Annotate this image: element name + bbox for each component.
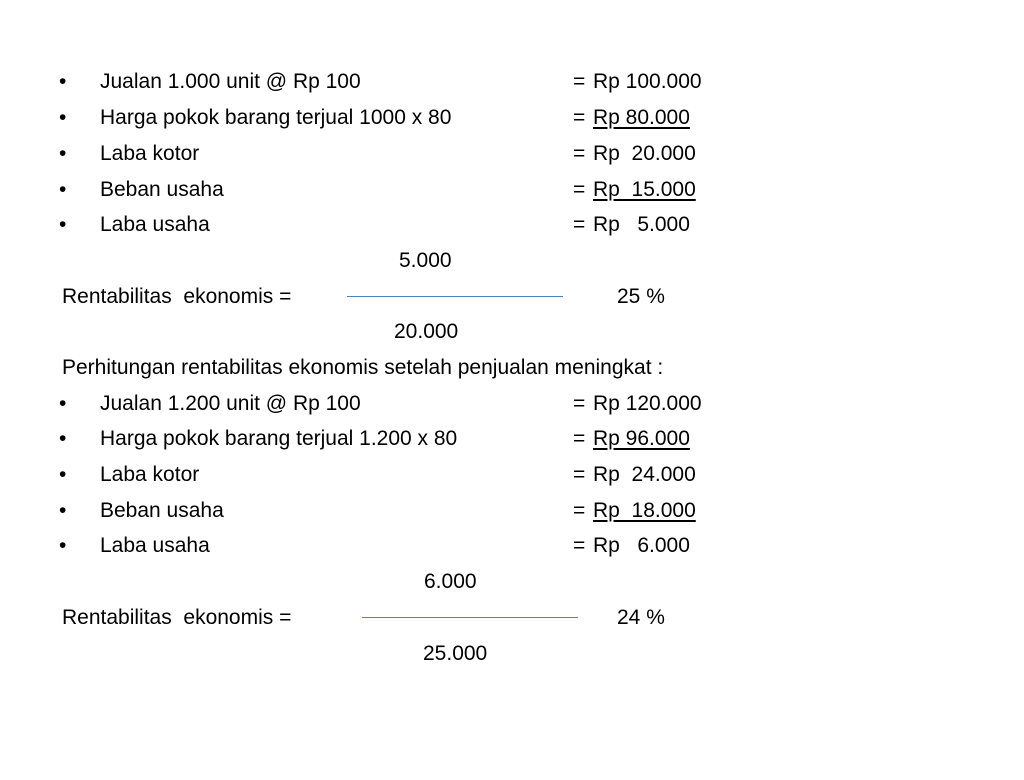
equals-sign: = <box>573 106 586 129</box>
item-label: Laba usaha <box>100 534 210 557</box>
equals-sign: = <box>573 213 586 236</box>
equals-sign: = <box>573 534 586 557</box>
equals-sign: = <box>573 499 586 522</box>
formula-numerator-row <box>0 564 1024 600</box>
formula-result: 24 % <box>617 606 665 629</box>
fraction-line <box>362 617 578 618</box>
bullet-glyph: • <box>59 142 67 165</box>
item-value: Rp 15.000 <box>593 178 696 201</box>
equals-sign: = <box>573 178 586 201</box>
list-item <box>0 528 1024 564</box>
heading-text: Perhitungan rentabilitas ekonomis setelah penjualan meningkat : <box>62 356 664 379</box>
formula-numerator: 5.000 <box>399 249 452 272</box>
section-heading <box>0 350 1024 386</box>
bullet-glyph: • <box>59 392 67 415</box>
item-label: Jualan 1.200 unit @ Rp 100 <box>100 392 361 415</box>
bullet-glyph: • <box>59 534 67 557</box>
list-item <box>0 207 1024 243</box>
formula-denominator-row <box>0 314 1024 350</box>
equals-sign: = <box>573 70 586 93</box>
formula-denominator: 20.000 <box>394 320 459 343</box>
item-label: Beban usaha <box>100 499 224 522</box>
list-item <box>0 493 1024 529</box>
formula-label: Rentabilitas ekonomis = <box>62 285 292 308</box>
bullet-glyph: • <box>59 106 67 129</box>
item-label: Jualan 1.000 unit @ Rp 100 <box>100 70 361 93</box>
list-item <box>0 136 1024 172</box>
item-label: Beban usaha <box>100 178 224 201</box>
item-value: Rp 18.000 <box>593 499 696 522</box>
item-value: Rp 6.000 <box>593 534 690 557</box>
item-label: Laba kotor <box>100 142 200 165</box>
item-value: Rp 100.000 <box>593 70 702 93</box>
equals-sign: = <box>573 463 586 486</box>
item-value: Rp 24.000 <box>593 463 696 486</box>
formula-label: Rentabilitas ekonomis = <box>62 606 292 629</box>
item-value: Rp 120.000 <box>593 392 702 415</box>
formula-row <box>0 600 1024 636</box>
formula-numerator-row <box>0 243 1024 279</box>
fraction-line <box>347 296 563 297</box>
list-item <box>0 421 1024 457</box>
list-item <box>0 64 1024 100</box>
item-label: Laba kotor <box>100 463 200 486</box>
formula-result: 25 % <box>617 285 665 308</box>
bullet-glyph: • <box>59 499 67 522</box>
bullet-glyph: • <box>59 463 67 486</box>
equals-sign: = <box>573 392 586 415</box>
equals-sign: = <box>573 427 586 450</box>
list-item <box>0 386 1024 422</box>
item-label: Harga pokok barang terjual 1000 x 80 <box>100 106 452 129</box>
formula-row <box>0 279 1024 315</box>
item-value: Rp 5.000 <box>593 213 690 236</box>
item-value: Rp 80.000 <box>593 106 690 129</box>
bullet-glyph: • <box>59 213 67 236</box>
bullet-glyph: • <box>59 70 67 93</box>
item-value: Rp 20.000 <box>593 142 696 165</box>
formula-denominator-row <box>0 636 1024 672</box>
list-item <box>0 457 1024 493</box>
formula-numerator: 6.000 <box>424 570 477 593</box>
list-item <box>0 100 1024 136</box>
item-label: Laba usaha <box>100 213 210 236</box>
formula-denominator: 25.000 <box>423 642 488 665</box>
bullet-glyph: • <box>59 427 67 450</box>
equals-sign: = <box>573 142 586 165</box>
item-value: Rp 96.000 <box>593 427 690 450</box>
item-label: Harga pokok barang terjual 1.200 x 80 <box>100 427 458 450</box>
list-item <box>0 172 1024 208</box>
bullet-glyph: • <box>59 178 67 201</box>
